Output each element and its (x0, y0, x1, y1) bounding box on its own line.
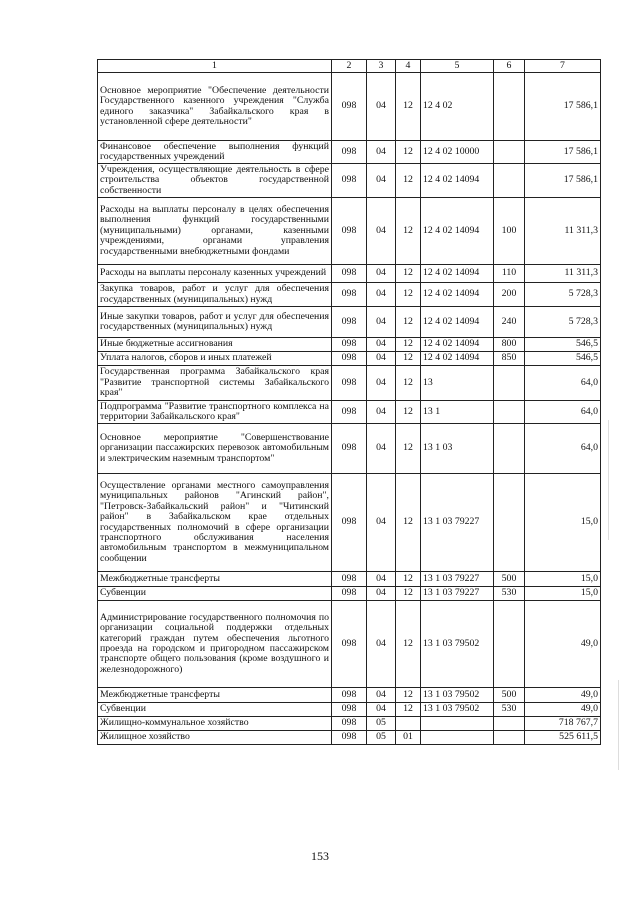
row-admin-code: 098 (332, 424, 367, 474)
table-row (98, 424, 601, 474)
row-name: Жилищное хозяйство (98, 731, 332, 745)
row-section: 04 (367, 401, 396, 424)
row-subsection: 12 (396, 703, 421, 717)
row-target-article: 13 (421, 366, 494, 401)
row-expense-type (494, 474, 525, 572)
row-section: 04 (367, 688, 396, 703)
row-name: Подпрограмма "Развитие транспортного комплекса на территории Забайкальского края" (98, 401, 332, 424)
table-row (98, 283, 601, 307)
row-expense-type (494, 717, 525, 731)
row-section: 04 (367, 572, 396, 587)
table-row (98, 688, 601, 703)
row-subsection: 12 (396, 401, 421, 424)
budget-table (97, 59, 601, 745)
row-name: Основное мероприятие "Обеспечение деятельности Государственного казенного учреждения "Служба единого заказчика" Забайкальского края в установленной сфере деятельности" (98, 73, 332, 141)
row-amount: 11 311,3 (525, 265, 601, 283)
table-row (98, 198, 601, 265)
row-subsection: 12 (396, 474, 421, 572)
row-section: 04 (367, 265, 396, 283)
header-row (98, 60, 601, 73)
row-subsection: 12 (396, 265, 421, 283)
row-subsection: 12 (396, 424, 421, 474)
row-expense-type: 110 (494, 265, 525, 283)
row-name: Субвенции (98, 703, 332, 717)
row-target-article: 13 1 03 79502 (421, 703, 494, 717)
table-row (98, 731, 601, 745)
row-section: 04 (367, 164, 396, 198)
row-subsection: 01 (396, 731, 421, 745)
row-section: 04 (367, 601, 396, 688)
row-admin-code: 098 (332, 572, 367, 587)
row-target-article: 12 4 02 14094 (421, 352, 494, 366)
row-expense-type (494, 141, 525, 164)
row-admin-code: 098 (332, 338, 367, 352)
row-section: 05 (367, 731, 396, 745)
row-name: Расходы на выплаты персоналу в целях обеспечения выполнения функций государственными (муниципальными) органами, казенными учреждениями, органами управления государственными внебюджетными фондами (98, 198, 332, 265)
row-expense-type: 530 (494, 587, 525, 601)
row-expense-type (494, 366, 525, 401)
row-name: Основное мероприятие "Совершенствование организации пассажирских перевозок автомобильным и электрическим наземным транспортом" (98, 424, 332, 474)
row-amount: 64,0 (525, 366, 601, 401)
row-admin-code: 098 (332, 474, 367, 572)
row-name: Администрирование государственного полномочия по организации социальной поддержки отдельных категорий граждан путем обеспечения льготного проезда на городском и пригородном пассажирском транспорте общего пользования (кроме воздушного и железнодорожного) (98, 601, 332, 688)
row-amount: 15,0 (525, 587, 601, 601)
column-header: 3 (367, 60, 396, 73)
row-admin-code: 098 (332, 352, 367, 366)
column-header: 4 (396, 60, 421, 73)
table-row (98, 265, 601, 283)
row-section: 04 (367, 141, 396, 164)
row-target-article: 12 4 02 10000 (421, 141, 494, 164)
row-target-article: 12 4 02 14094 (421, 307, 494, 338)
row-subsection: 12 (396, 141, 421, 164)
row-expense-type (494, 601, 525, 688)
row-section: 04 (367, 307, 396, 338)
row-admin-code: 098 (332, 401, 367, 424)
row-admin-code: 098 (332, 265, 367, 283)
table-row (98, 587, 601, 601)
row-amount: 17 586,1 (525, 73, 601, 141)
row-expense-type: 200 (494, 283, 525, 307)
table-row (98, 703, 601, 717)
row-name: Расходы на выплаты персоналу казенных учреждений (98, 265, 332, 283)
table-row (98, 474, 601, 572)
row-section: 04 (367, 283, 396, 307)
row-expense-type (494, 731, 525, 745)
row-subsection: 12 (396, 601, 421, 688)
table-row (98, 601, 601, 688)
row-section: 04 (367, 424, 396, 474)
table-body (98, 73, 601, 745)
row-admin-code: 098 (332, 164, 367, 198)
page-number: 153 (311, 849, 329, 863)
column-header: 6 (494, 60, 525, 73)
column-header: 5 (421, 60, 494, 73)
row-amount: 17 586,1 (525, 141, 601, 164)
row-target-article: 12 4 02 14094 (421, 265, 494, 283)
row-name: Государственная программа Забайкальского края "Развитие транспортной системы Забайкальского края" (98, 366, 332, 401)
row-target-article: 13 1 03 79502 (421, 688, 494, 703)
row-section: 04 (367, 366, 396, 401)
row-target-article: 13 1 03 79502 (421, 601, 494, 688)
row-amount: 49,0 (525, 688, 601, 703)
row-admin-code: 098 (332, 587, 367, 601)
table-row (98, 307, 601, 338)
row-expense-type: 530 (494, 703, 525, 717)
row-subsection: 12 (396, 572, 421, 587)
row-target-article: 13 1 03 79227 (421, 572, 494, 587)
row-target-article (421, 717, 494, 731)
row-expense-type (494, 164, 525, 198)
row-target-article: 13 1 03 79227 (421, 587, 494, 601)
row-subsection (396, 717, 421, 731)
row-admin-code: 098 (332, 703, 367, 717)
row-admin-code: 098 (332, 731, 367, 745)
table-row (98, 141, 601, 164)
row-expense-type: 500 (494, 572, 525, 587)
row-amount: 546,5 (525, 338, 601, 352)
row-section: 04 (367, 73, 396, 141)
row-admin-code: 098 (332, 366, 367, 401)
row-name: Жилищно-коммунальное хозяйство (98, 717, 332, 731)
row-amount: 64,0 (525, 424, 601, 474)
row-amount: 5 728,3 (525, 283, 601, 307)
table-row (98, 572, 601, 587)
row-expense-type: 100 (494, 198, 525, 265)
table-row (98, 366, 601, 401)
row-subsection: 12 (396, 688, 421, 703)
row-amount: 5 728,3 (525, 307, 601, 338)
column-header: 7 (525, 60, 601, 73)
table-row (98, 164, 601, 198)
row-admin-code: 098 (332, 717, 367, 731)
row-subsection: 12 (396, 338, 421, 352)
row-subsection: 12 (396, 283, 421, 307)
row-name: Финансовое обеспечение выполнения функций государственных учреждений (98, 141, 332, 164)
scan-edge-line (618, 680, 619, 770)
row-target-article: 12 4 02 14094 (421, 164, 494, 198)
row-name: Межбюджетные трансферты (98, 572, 332, 587)
row-section: 04 (367, 474, 396, 572)
row-name: Межбюджетные трансферты (98, 688, 332, 703)
row-target-article (421, 731, 494, 745)
row-expense-type: 800 (494, 338, 525, 352)
column-header: 2 (332, 60, 367, 73)
row-section: 04 (367, 338, 396, 352)
row-section: 04 (367, 352, 396, 366)
row-admin-code: 098 (332, 601, 367, 688)
row-amount: 64,0 (525, 401, 601, 424)
row-admin-code: 098 (332, 688, 367, 703)
table-row (98, 717, 601, 731)
row-target-article: 12 4 02 (421, 73, 494, 141)
row-target-article: 13 1 03 79227 (421, 474, 494, 572)
row-target-article: 12 4 02 14094 (421, 338, 494, 352)
row-subsection: 12 (396, 307, 421, 338)
row-amount: 17 586,1 (525, 164, 601, 198)
row-expense-type: 500 (494, 688, 525, 703)
row-expense-type (494, 401, 525, 424)
row-subsection: 12 (396, 587, 421, 601)
row-name: Закупка товаров, работ и услуг для обеспечения государственных (муниципальных) нужд (98, 283, 332, 307)
row-expense-type: 850 (494, 352, 525, 366)
row-subsection: 12 (396, 366, 421, 401)
table-row (98, 73, 601, 141)
row-amount: 15,0 (525, 572, 601, 587)
row-admin-code: 098 (332, 198, 367, 265)
row-amount: 49,0 (525, 601, 601, 688)
row-admin-code: 098 (332, 307, 367, 338)
row-name: Уплата налогов, сборов и иных платежей (98, 352, 332, 366)
row-subsection: 12 (396, 164, 421, 198)
row-section: 04 (367, 198, 396, 265)
row-name: Субвенции (98, 587, 332, 601)
row-expense-type (494, 73, 525, 141)
table-row (98, 338, 601, 352)
table-row (98, 352, 601, 366)
row-section: 05 (367, 717, 396, 731)
row-amount: 546,5 (525, 352, 601, 366)
row-amount: 718 767,7 (525, 717, 601, 731)
row-amount: 49,0 (525, 703, 601, 717)
table-row (98, 401, 601, 424)
row-target-article: 12 4 02 14094 (421, 283, 494, 307)
row-amount: 525 611,5 (525, 731, 601, 745)
row-name: Иные бюджетные ассигнования (98, 338, 332, 352)
row-admin-code: 098 (332, 141, 367, 164)
row-subsection: 12 (396, 352, 421, 366)
row-admin-code: 098 (332, 73, 367, 141)
row-amount: 11 311,3 (525, 198, 601, 265)
row-admin-code: 098 (332, 283, 367, 307)
row-name: Осуществление органами местного самоуправления муниципальных районов "Агинский район", "Петровск-Забайкальский район" и "Читинский район" в Забайкальском крае отдельных государственных полномочий в сфере организации транспортного обслуживания населения автомобильным транспортом в межмуниципальном сообщении (98, 474, 332, 572)
row-target-article: 13 1 (421, 401, 494, 424)
row-target-article: 13 1 03 (421, 424, 494, 474)
row-subsection: 12 (396, 73, 421, 141)
row-name: Иные закупки товаров, работ и услуг для обеспечения государственных (муниципальных) нужд (98, 307, 332, 338)
row-expense-type (494, 424, 525, 474)
row-expense-type: 240 (494, 307, 525, 338)
row-amount: 15,0 (525, 474, 601, 572)
scan-edge-line (608, 420, 609, 540)
row-target-article: 12 4 02 14094 (421, 198, 494, 265)
row-subsection: 12 (396, 198, 421, 265)
row-section: 04 (367, 703, 396, 717)
column-header: 1 (98, 60, 332, 73)
row-section: 04 (367, 587, 396, 601)
row-name: Учреждения, осуществляющие деятельность в сфере строительства объектов государственной собственности (98, 164, 332, 198)
